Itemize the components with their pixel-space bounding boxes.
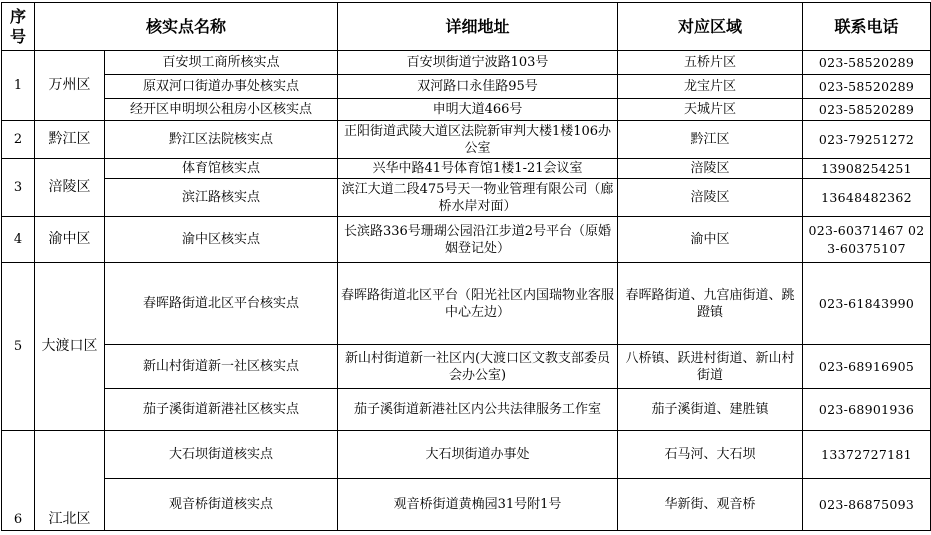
point-phone: 023-68916905 bbox=[803, 345, 931, 389]
point-phone: 13908254251 bbox=[803, 159, 931, 179]
point-region: 石马河、大石坝 bbox=[618, 431, 803, 479]
point-name: 黔江区法院核实点 bbox=[105, 121, 338, 159]
header-no: 序号 bbox=[2, 3, 35, 51]
point-name: 观音桥街道核实点 bbox=[105, 479, 338, 531]
point-region: 龙宝片区 bbox=[618, 75, 803, 99]
row-number: 4 bbox=[2, 217, 35, 263]
district-name: 万州区 bbox=[35, 51, 105, 121]
point-region: 涪陵区 bbox=[618, 159, 803, 179]
point-name: 新山村街道新一社区核实点 bbox=[105, 345, 338, 389]
table-row bbox=[2, 345, 931, 389]
point-name: 经开区申明坝公租房小区核实点 bbox=[105, 99, 338, 121]
row-number: 6 bbox=[2, 431, 35, 531]
table-row bbox=[2, 75, 931, 99]
table-row bbox=[2, 121, 931, 159]
point-phone: 023-58520289 bbox=[803, 75, 931, 99]
point-region: 八桥镇、跃进村街道、新山村街道 bbox=[618, 345, 803, 389]
district-name: 涪陵区 bbox=[35, 159, 105, 217]
point-phone: 13372727181 bbox=[803, 431, 931, 479]
table-row bbox=[2, 159, 931, 179]
point-address: 茄子溪街道新港社区内公共法律服务工作室 bbox=[338, 389, 618, 431]
point-address: 兴华中路41号体育馆1楼1-21会议室 bbox=[338, 159, 618, 179]
point-region: 涪陵区 bbox=[618, 179, 803, 217]
point-address: 新山村街道新一社区内(大渡口区文教支部委员会办公室) bbox=[338, 345, 618, 389]
point-address: 大石坝街道办事处 bbox=[338, 431, 618, 479]
table-row bbox=[2, 431, 931, 479]
table-row bbox=[2, 179, 931, 217]
point-region: 华新街、观音桥 bbox=[618, 479, 803, 531]
table-row bbox=[2, 479, 931, 531]
point-region: 渝中区 bbox=[618, 217, 803, 263]
point-address: 正阳街道武陵大道区法院新审判大楼1楼106办公室 bbox=[338, 121, 618, 159]
point-address: 春晖路街道北区平台（阳光社区内国瑞物业客服中心左边） bbox=[338, 263, 618, 345]
point-name: 原双河口街道办事处核实点 bbox=[105, 75, 338, 99]
point-address: 双河路口永佳路95号 bbox=[338, 75, 618, 99]
point-phone: 13648482362 bbox=[803, 179, 931, 217]
table-row bbox=[2, 51, 931, 75]
district-name: 渝中区 bbox=[35, 217, 105, 263]
header-row bbox=[2, 3, 931, 51]
table-row bbox=[2, 217, 931, 263]
header-name: 核实点名称 bbox=[35, 3, 338, 51]
point-address: 申明大道466号 bbox=[338, 99, 618, 121]
point-region: 春晖路街道、九宫庙街道、跳蹬镇 bbox=[618, 263, 803, 345]
point-phone: 023-86875093 bbox=[803, 479, 931, 531]
point-address: 长滨路336号珊瑚公园沿江步道2号平台（原婚姻登记处） bbox=[338, 217, 618, 263]
row-number: 1 bbox=[2, 51, 35, 121]
header-address: 详细地址 bbox=[338, 3, 618, 51]
row-number: 3 bbox=[2, 159, 35, 217]
point-phone: 023-79251272 bbox=[803, 121, 931, 159]
district-name: 黔江区 bbox=[35, 121, 105, 159]
table-row bbox=[2, 99, 931, 121]
header-phone: 联系电话 bbox=[803, 3, 931, 51]
table-row bbox=[2, 263, 931, 345]
point-address: 滨江大道二段475号天一物业管理有限公司（廊桥水岸对面） bbox=[338, 179, 618, 217]
point-name: 春晖路街道北区平台核实点 bbox=[105, 263, 338, 345]
point-phone: 023-58520289 bbox=[803, 51, 931, 75]
table-row bbox=[2, 389, 931, 431]
point-name: 滨江路核实点 bbox=[105, 179, 338, 217]
point-region: 天城片区 bbox=[618, 99, 803, 121]
row-number: 2 bbox=[2, 121, 35, 159]
point-region: 五桥片区 bbox=[618, 51, 803, 75]
row-number: 5 bbox=[2, 263, 35, 431]
point-region: 茄子溪街道、建胜镇 bbox=[618, 389, 803, 431]
point-phone: 023-61843990 bbox=[803, 263, 931, 345]
point-phone: 023-60371467 023-60375107 bbox=[803, 217, 931, 263]
point-name: 大石坝街道核实点 bbox=[105, 431, 338, 479]
point-region: 黔江区 bbox=[618, 121, 803, 159]
district-name: 大渡口区 bbox=[35, 263, 105, 431]
district-name: 江北区 bbox=[35, 431, 105, 531]
point-address: 观音桥街道黄桷园31号附1号 bbox=[338, 479, 618, 531]
verification-points-table bbox=[1, 2, 931, 531]
header-region: 对应区域 bbox=[618, 3, 803, 51]
point-name: 体育馆核实点 bbox=[105, 159, 338, 179]
point-phone: 023-58520289 bbox=[803, 99, 931, 121]
point-name: 百安坝工商所核实点 bbox=[105, 51, 338, 75]
point-name: 渝中区核实点 bbox=[105, 217, 338, 263]
point-name: 茄子溪街道新港社区核实点 bbox=[105, 389, 338, 431]
point-phone: 023-68901936 bbox=[803, 389, 931, 431]
point-address: 百安坝街道宁波路103号 bbox=[338, 51, 618, 75]
